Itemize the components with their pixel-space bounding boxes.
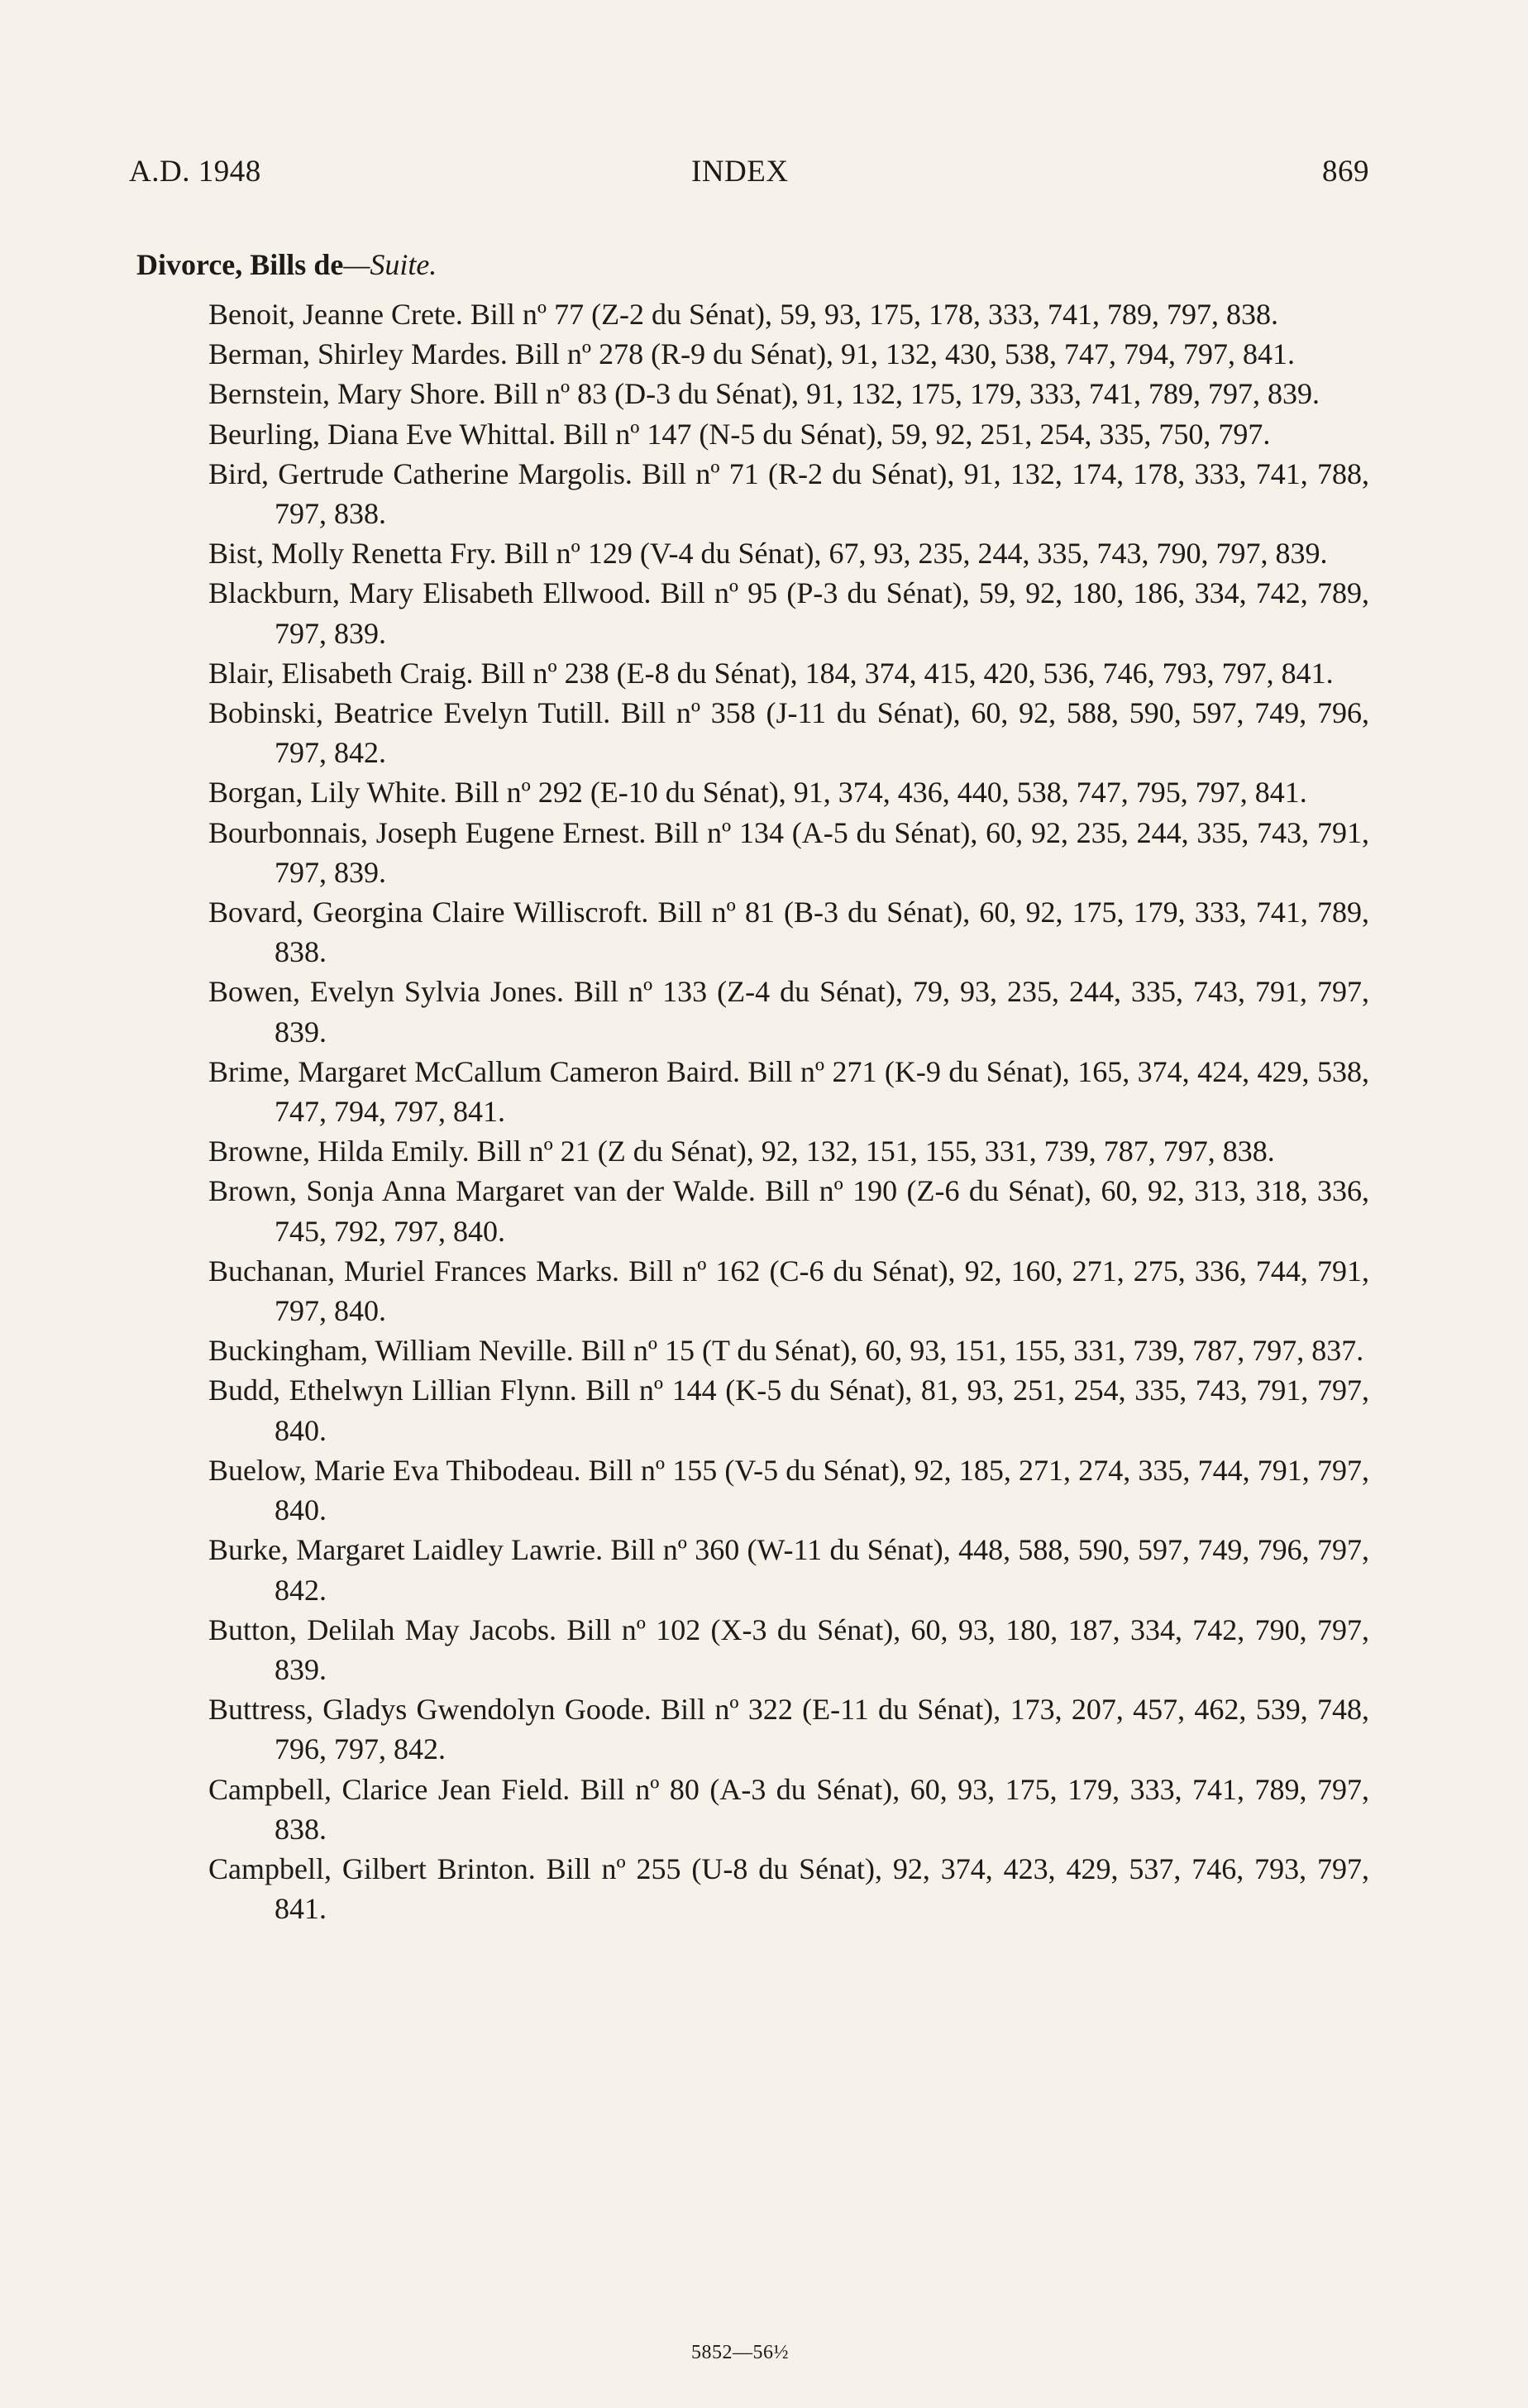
index-entry: Burke, Margaret Laidley Lawrie. Bill nº 360 (W-11 du Sénat), 448, 588, 590, 597, 749, 796, 797, 842. — [208, 1533, 1369, 1607]
index-entry: Bobinski, Beatrice Evelyn Tutill. Bill nº 358 (J-11 du Sénat), 60, 92, 588, 590, 597, 749, 796, 797, 842. — [208, 696, 1369, 770]
index-entry: Bird, Gertrude Catherine Margolis. Bill nº 71 (R-2 du Sénat), 91, 132, 174, 178, 333, 741, 788, 797, 838. — [208, 456, 1369, 531]
index-entry: Buchanan, Muriel Frances Marks. Bill nº 162 (C-6 du Sénat), 92, 160, 271, 275, 336, 744, 791, 797, 840. — [208, 1254, 1369, 1328]
index-entry: Bovard, Georgina Claire Williscroft. Bill nº 81 (B-3 du Sénat), 60, 92, 175, 179, 333, 741, 789, 838. — [208, 896, 1369, 969]
index-entry: Buelow, Marie Eva Thibodeau. Bill nº 155 (V-5 du Sénat), 92, 185, 271, 274, 335, 744, 791, 797, 840. — [208, 1453, 1369, 1527]
printer-signature-mark: 5852—56½ — [691, 2342, 789, 2363]
running-head — [129, 154, 1369, 194]
section-heading-title: Divorce, Bills de — [136, 248, 344, 281]
index-entry: Berman, Shirley Mardes. Bill nº 278 (R-9 du Sénat), 91, 132, 430, 538, 747, 794, 797, 841. — [208, 337, 1296, 371]
index-entry: Beurling, Diana Eve Whittal. Bill nº 147 (N-5 du Sénat), 59, 92, 251, 254, 335, 750, 797. — [208, 417, 1271, 451]
page-number: 869 — [1322, 155, 1369, 189]
running-head-year: A.D. 1948 — [129, 155, 261, 189]
running-head-title: INDEX — [691, 155, 789, 189]
index-entry: Campbell, Clarice Jean Field. Bill nº 80 (A-3 du Sénat), 60, 93, 175, 179, 333, 741, 789, 797, 838. — [208, 1772, 1369, 1846]
index-entry: Bist, Molly Renetta Fry. Bill nº 129 (V-4 du Sénat), 67, 93, 235, 244, 335, 743, 790, 797, 839. — [208, 537, 1328, 571]
section-heading-continued: —Suite. — [343, 248, 437, 281]
index-entry: Blackburn, Mary Elisabeth Ellwood. Bill nº 95 (P-3 du Sénat), 59, 92, 180, 186, 334, 742, 789, 797, 839. — [208, 576, 1369, 650]
index-entry: Borgan, Lily White. Bill nº 292 (E-10 du Sénat), 91, 374, 436, 440, 538, 747, 795, 797, 841. — [208, 776, 1307, 810]
index-entry: Button, Delilah May Jacobs. Bill nº 102 (X-3 du Sénat), 60, 93, 180, 187, 334, 742, 790, 797, 839. — [208, 1612, 1369, 1686]
section-heading — [136, 245, 437, 284]
index-entry: Brown, Sonja Anna Margaret van der Walde. Bill nº 190 (Z-6 du Sénat), 60, 92, 313, 318, 336, 745, 792, 797, 840. — [208, 1174, 1369, 1248]
index-entry: Buttress, Gladys Gwendolyn Goode. Bill nº 322 (E-11 du Sénat), 173, 207, 457, 462, 539, 748, 796, 797, 842. — [208, 1693, 1369, 1766]
index-entry: Budd, Ethelwyn Lillian Flynn. Bill nº 144 (K-5 du Sénat), 81, 93, 251, 254, 335, 743, 791, 797, 840. — [208, 1374, 1369, 1447]
index-entry: Browne, Hilda Emily. Bill nº 21 (Z du Sénat), 92, 132, 151, 155, 331, 739, 787, 797, 838. — [208, 1135, 1275, 1168]
index-entry: Benoit, Jeanne Crete. Bill nº 77 (Z-2 du Sénat), 59, 93, 175, 178, 333, 741, 789, 797, 838. — [208, 298, 1279, 331]
index-entries — [208, 294, 1369, 1928]
index-entry: Bowen, Evelyn Sylvia Jones. Bill nº 133 (Z-4 du Sénat), 79, 93, 235, 244, 335, 743, 791, 797, 839. — [208, 975, 1369, 1049]
index-entry: Campbell, Gilbert Brinton. Bill nº 255 (U-8 du Sénat), 92, 374, 423, 429, 537, 746, 793, 797, 841. — [208, 1851, 1369, 1926]
index-entry: Brime, Margaret McCallum Cameron Baird. Bill nº 271 (K-9 du Sénat), 165, 374, 424, 429, 538, 747, 794, 797, 841. — [208, 1054, 1369, 1129]
index-entry: Bernstein, Mary Shore. Bill nº 83 (D-3 du Sénat), 91, 132, 175, 179, 333, 741, 789, 797, 839. — [208, 377, 1320, 411]
index-entry: Bourbonnais, Joseph Eugene Ernest. Bill nº 134 (A-5 du Sénat), 60, 92, 235, 244, 335, 743, 791, 797, 839. — [208, 815, 1369, 889]
index-entry: Buckingham, William Neville. Bill nº 15 (T du Sénat), 60, 93, 151, 155, 331, 739, 787, 797, 837. — [208, 1334, 1364, 1368]
index-entry: Blair, Elisabeth Craig. Bill nº 238 (E-8 du Sénat), 184, 374, 415, 420, 536, 746, 793, 797, 841. — [208, 656, 1334, 690]
